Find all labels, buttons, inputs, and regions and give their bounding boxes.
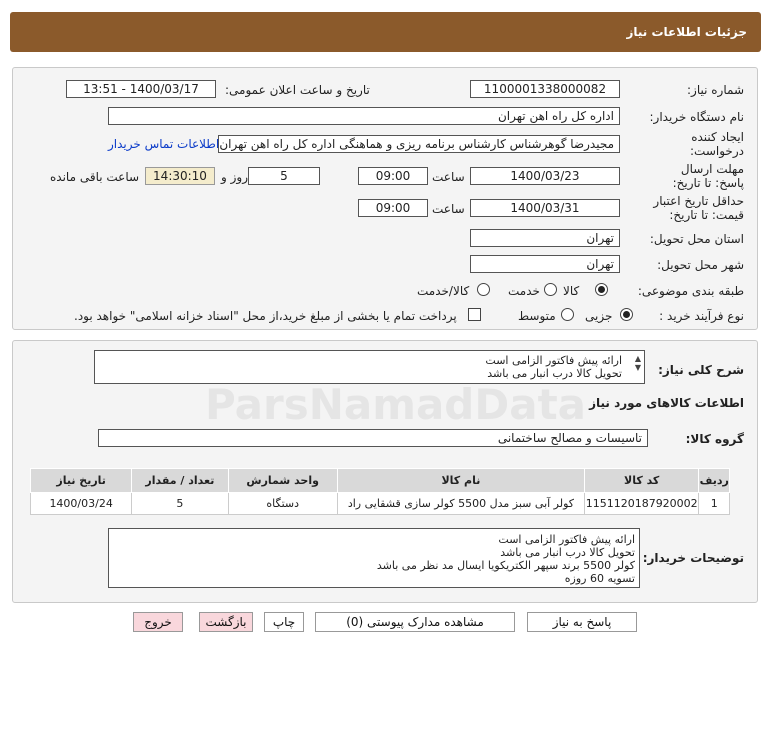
city-field[interactable]: تهران bbox=[470, 255, 620, 273]
goods-group-field[interactable]: تاسیسات و مصالح ساختمانی bbox=[98, 429, 648, 447]
remaining-time-label: ساعت باقی مانده bbox=[50, 170, 140, 184]
need-number-field[interactable]: 1100001338000082 bbox=[470, 80, 620, 98]
col-need-date: تاریخ نیاز bbox=[31, 469, 132, 493]
creator-field[interactable]: مجیدرضا گوهرشناس کارشناس برنامه ریزی و هماهنگی اداره کل راه اهن تهران bbox=[218, 135, 620, 153]
col-item-name: نام کالا bbox=[337, 469, 584, 493]
goods-table bbox=[30, 468, 730, 515]
validity-time-field[interactable]: 09:00 bbox=[358, 199, 428, 217]
col-item-code: کد کالا bbox=[584, 469, 698, 493]
reply-to-need-button[interactable]: پاسخ به نیاز bbox=[527, 612, 637, 632]
buyer-label: نام دستگاه خریدار: bbox=[649, 110, 744, 124]
category-option-goods: کالا bbox=[563, 284, 580, 298]
days-field[interactable]: 5 bbox=[248, 167, 320, 185]
page-header bbox=[10, 12, 761, 52]
cell-row-number: 1 bbox=[699, 493, 730, 515]
category-option-service: خدمت bbox=[508, 284, 540, 298]
creator-label: ایجاد کننده درخواست: bbox=[690, 130, 744, 158]
buyer-field[interactable]: اداره کل راه اهن تهران bbox=[108, 107, 620, 125]
exit-button[interactable]: خروج bbox=[133, 612, 183, 632]
announce-field[interactable]: 1400/03/17 - 13:51 bbox=[66, 80, 216, 98]
cell-item-code: 1151120187920002 bbox=[584, 493, 698, 515]
validity-date-field[interactable]: 1400/03/31 bbox=[470, 199, 620, 217]
back-button[interactable]: بازگشت bbox=[199, 612, 253, 632]
process-radio-minor[interactable] bbox=[620, 308, 633, 321]
province-field[interactable]: تهران bbox=[470, 229, 620, 247]
treasury-payment-checkbox[interactable] bbox=[468, 308, 481, 321]
cell-need-date: 1400/03/24 bbox=[31, 493, 132, 515]
col-row-number: ردیف bbox=[699, 469, 730, 493]
buyer-contact-link[interactable]: اطلاعات تماس خریدار bbox=[108, 137, 220, 151]
description-label: شرح کلی نیاز: bbox=[658, 363, 744, 377]
watermark-brand: ParsNamadData bbox=[205, 380, 586, 429]
reply-time-label: ساعت bbox=[432, 170, 465, 184]
category-radio-service[interactable] bbox=[544, 283, 557, 296]
process-radio-medium[interactable] bbox=[561, 308, 574, 321]
buyer-notes-label: توضیحات خریدار: bbox=[642, 551, 744, 565]
announce-label: تاریخ و ساعت اعلان عمومی: bbox=[225, 83, 370, 97]
category-radio-goods-service[interactable] bbox=[477, 283, 490, 296]
reply-time-field[interactable]: 09:00 bbox=[358, 167, 428, 185]
cell-quantity: 5 bbox=[132, 493, 228, 515]
city-label: شهر محل تحویل: bbox=[657, 258, 744, 272]
goods-table-header-row bbox=[31, 469, 730, 493]
days-label: روز و bbox=[221, 170, 248, 184]
category-option-goods-service: کالا/خدمت bbox=[417, 284, 470, 298]
goods-group-label: گروه کالا: bbox=[685, 432, 744, 446]
validity-label: حداقل تاریخ اعتبار قیمت: تا تاریخ: bbox=[653, 194, 744, 222]
category-label: طبقه بندی موضوعی: bbox=[637, 284, 744, 298]
buyer-notes-box[interactable] bbox=[108, 528, 640, 588]
goods-section-title: اطلاعات کالاهای مورد نیاز bbox=[589, 396, 744, 410]
reply-date-field[interactable]: 1400/03/23 bbox=[470, 167, 620, 185]
description-text: ارائه پیش فاکتور الزامی است تحویل کالا درب انبار می باشد bbox=[485, 354, 622, 380]
scroll-arrows-icon[interactable]: ▲ ▼ bbox=[634, 354, 641, 372]
buyer-notes-text: ارائه پیش فاکتور الزامی است تحویل کالا درب انبار می باشد کولر 5500 برند سپهر الکتریکویا ایسال مد نظر می باشد تسویه 60 روزه bbox=[376, 533, 635, 585]
validity-time-label: ساعت bbox=[432, 202, 465, 216]
category-radio-goods[interactable] bbox=[595, 283, 608, 296]
table-row[interactable] bbox=[31, 493, 730, 515]
process-label: نوع فرآیند خرید : bbox=[659, 309, 744, 323]
col-unit: واحد شمارش bbox=[228, 469, 337, 493]
process-option-minor: جزیی bbox=[585, 309, 613, 323]
cell-item-name: کولر آبی سبز مدل 5500 کولر سازی قشقایی راد bbox=[337, 493, 584, 515]
need-number-label: شماره نیاز: bbox=[687, 83, 744, 97]
description-textarea[interactable] bbox=[94, 350, 645, 384]
reply-deadline-label: مهلت ارسال پاسخ: تا تاریخ: bbox=[672, 162, 744, 190]
col-quantity: تعداد / مقدار bbox=[132, 469, 228, 493]
page-title: جزئیات اطلاعات نیاز bbox=[626, 25, 747, 39]
process-option-medium: متوسط bbox=[518, 309, 556, 323]
cell-unit: دستگاه bbox=[228, 493, 337, 515]
treasury-payment-note: پرداخت تمام یا بخشی از مبلغ خرید،از محل "اسناد خزانه اسلامی" خواهد بود. bbox=[74, 309, 457, 323]
print-button[interactable]: چاپ bbox=[264, 612, 304, 632]
remaining-time-field: 14:30:10 bbox=[145, 167, 215, 185]
view-attachments-button[interactable]: مشاهده مدارک پیوستی (0) bbox=[315, 612, 515, 632]
province-label: استان محل تحویل: bbox=[649, 232, 744, 246]
